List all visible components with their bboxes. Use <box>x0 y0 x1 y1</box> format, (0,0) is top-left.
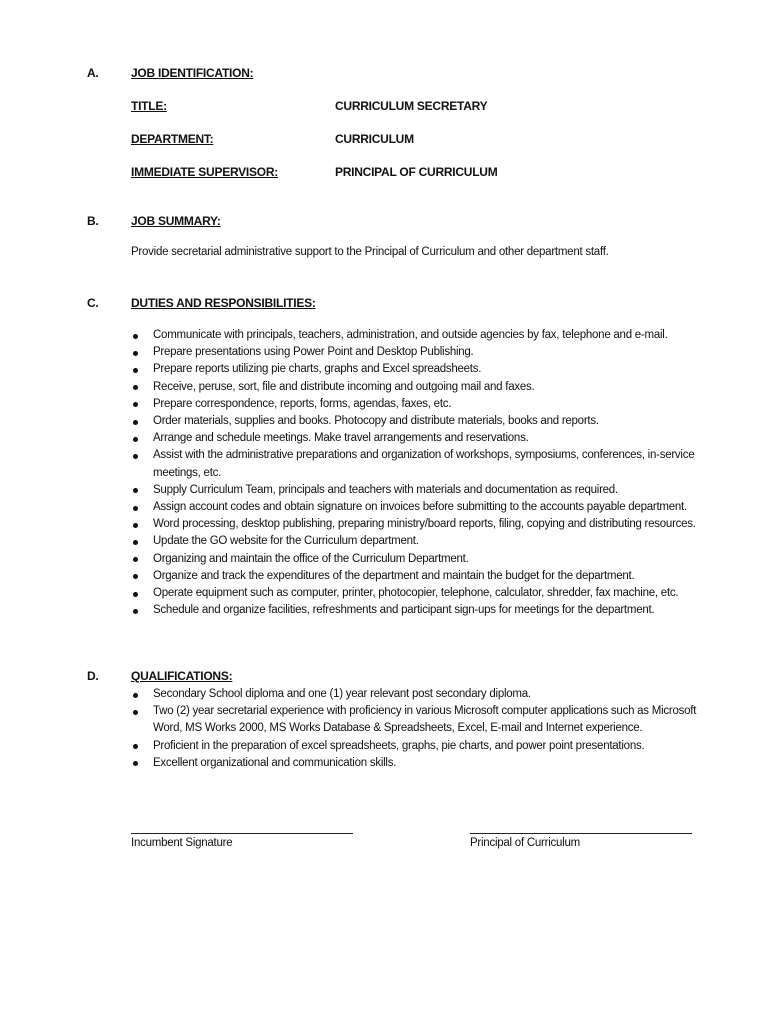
list-item: Assign account codes and obtain signature on invoices before submitting to the accounts payable department. <box>131 499 711 516</box>
job-summary-text: Provide secretarial administrative support to the Principal of Curriculum and other department staff. <box>131 246 609 258</box>
list-item: Excellent organizational and communication skills. <box>131 755 711 772</box>
incumbent-signature-line <box>131 833 353 834</box>
list-item: Secondary School diploma and one (1) year relevant post secondary diploma. <box>131 686 711 703</box>
list-item: Word processing, desktop publishing, preparing ministry/board reports, filing, copying and distributing resources. <box>131 516 711 533</box>
section-d-heading: QUALIFICATIONS: <box>131 669 233 683</box>
list-item: Prepare correspondence, reports, forms, agendas, faxes, etc. <box>131 396 711 413</box>
section-a-letter: A. <box>87 66 99 80</box>
qualifications-list <box>131 686 711 772</box>
section-c-letter: C. <box>87 296 99 310</box>
list-item: Update the GO website for the Curriculum department. <box>131 533 711 550</box>
list-item: Communicate with principals, teachers, administration, and outside agencies by fax, telephone and e-mail. <box>131 327 711 344</box>
list-item: Two (2) year secretarial experience with proficiency in various Microsoft computer applications such as Microsoft Word, MS Works 2000, MS Works Database & Spreadsheets, Excel, E-mail and Internet experience. <box>131 703 711 737</box>
principal-signature-line <box>470 833 692 834</box>
list-item: Organizing and maintain the office of the Curriculum Department. <box>131 551 711 568</box>
section-d-letter: D. <box>87 669 99 683</box>
title-value: CURRICULUM SECRETARY <box>335 99 488 113</box>
section-c-heading: DUTIES AND RESPONSIBILITIES: <box>131 296 316 310</box>
list-item: Schedule and organize facilities, refreshments and participant sign-ups for meetings for the department. <box>131 602 711 619</box>
section-b-heading: JOB SUMMARY: <box>131 214 221 228</box>
list-item: Assist with the administrative preparations and organization of workshops, symposiums, conferences, in-service meetings, etc. <box>131 447 711 481</box>
supervisor-value: PRINCIPAL OF CURRICULUM <box>335 165 498 179</box>
list-item: Receive, peruse, sort, file and distribute incoming and outgoing mail and faxes. <box>131 379 711 396</box>
list-item: Prepare presentations using Power Point and Desktop Publishing. <box>131 344 711 361</box>
section-a-heading: JOB IDENTIFICATION: <box>131 66 254 80</box>
department-value: CURRICULUM <box>335 132 414 146</box>
list-item: Proficient in the preparation of excel spreadsheets, graphs, pie charts, and power point presentations. <box>131 738 711 755</box>
supervisor-label: IMMEDIATE SUPERVISOR: <box>131 165 278 179</box>
incumbent-signature-label: Incumbent Signature <box>131 837 233 849</box>
section-b-letter: B. <box>87 214 99 228</box>
list-item: Operate equipment such as computer, printer, photocopier, telephone, calculator, shredder, fax machine, etc. <box>131 585 711 602</box>
list-item: Organize and track the expenditures of the department and maintain the budget for the department. <box>131 568 711 585</box>
list-item: Order materials, supplies and books. Photocopy and distribute materials, books and reports. <box>131 413 711 430</box>
title-label: TITLE: <box>131 99 167 113</box>
department-label: DEPARTMENT: <box>131 132 214 146</box>
list-item: Prepare reports utilizing pie charts, graphs and Excel spreadsheets. <box>131 361 711 378</box>
principal-signature-label: Principal of Curriculum <box>470 837 580 849</box>
list-item: Supply Curriculum Team, principals and teachers with materials and documentation as required. <box>131 482 711 499</box>
duties-list <box>131 327 711 619</box>
list-item: Arrange and schedule meetings. Make travel arrangements and reservations. <box>131 430 711 447</box>
